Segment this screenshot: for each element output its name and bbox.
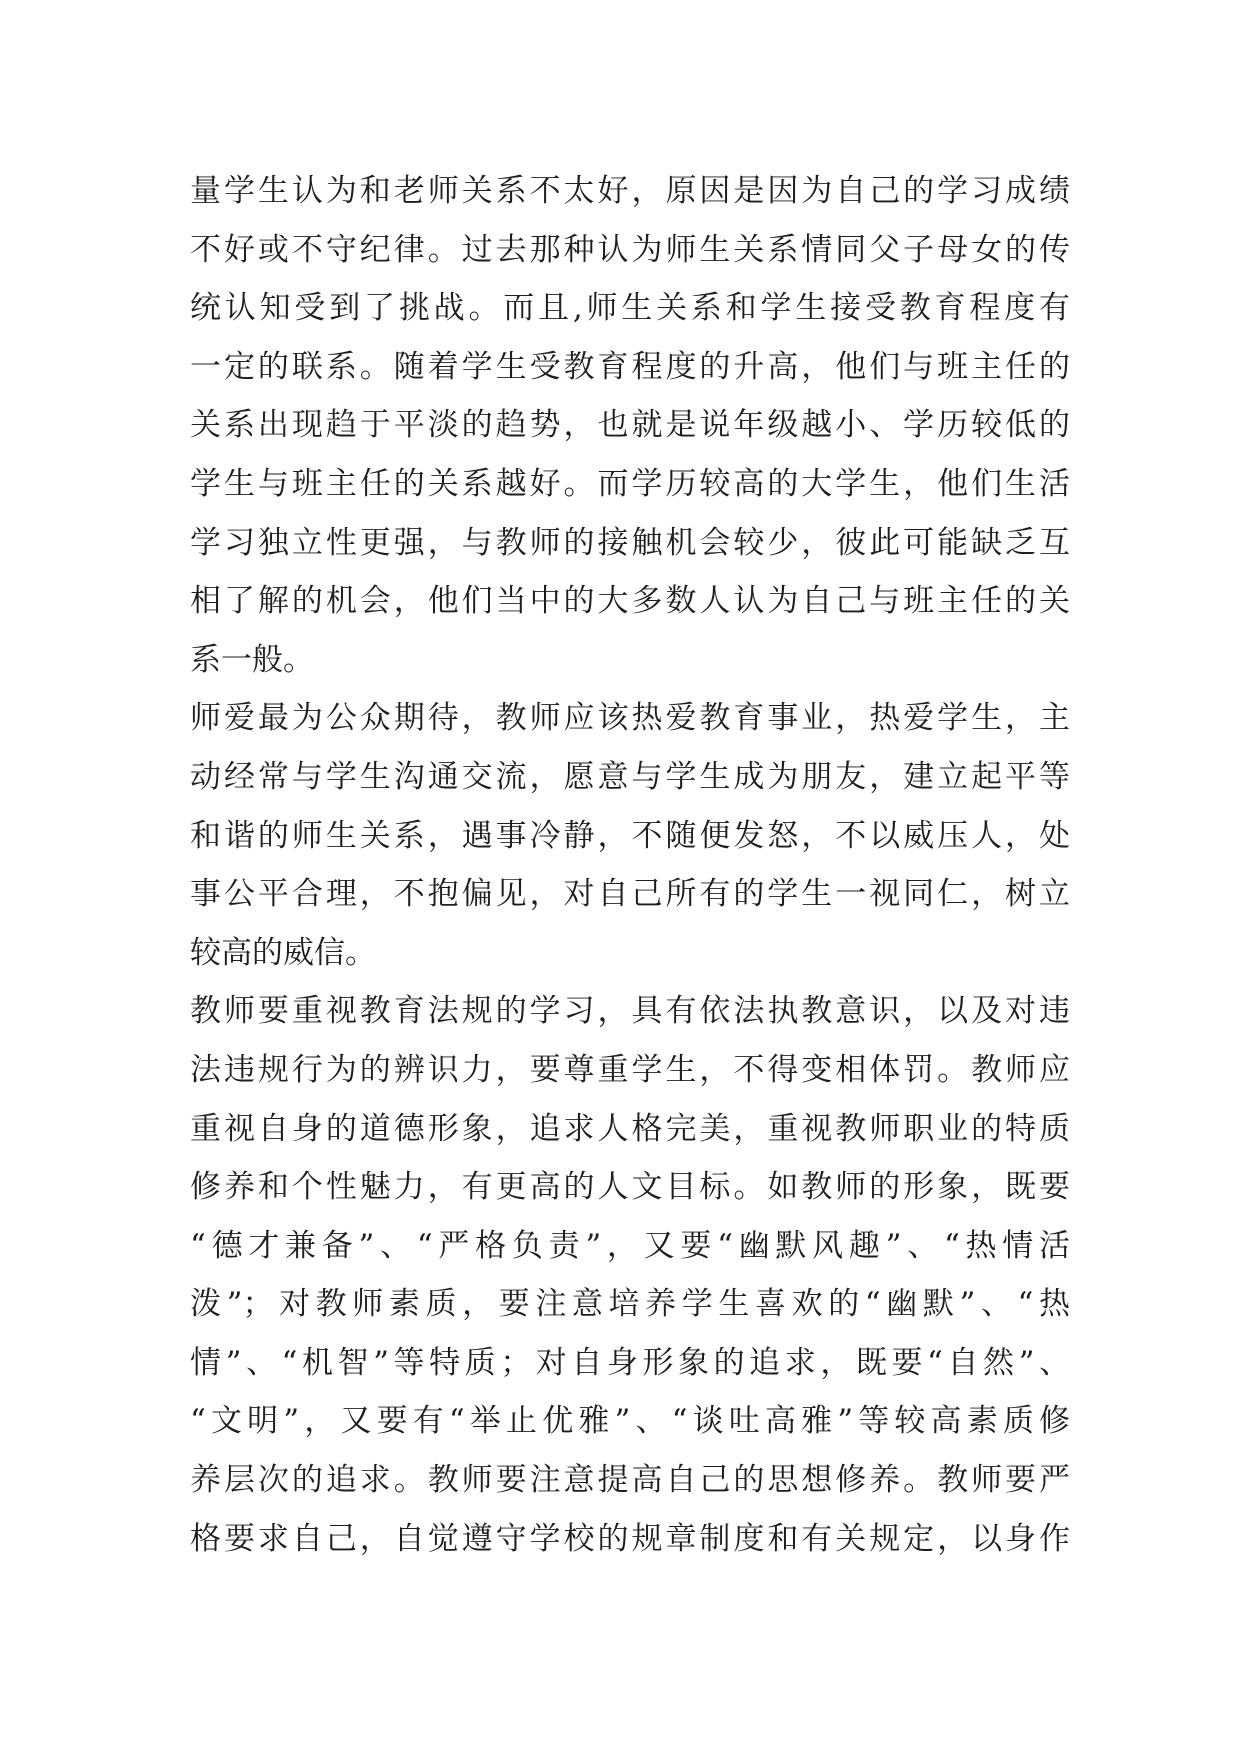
text-line: 较高的威信。 bbox=[190, 934, 376, 971]
text-line: 法违规行为的辨识力，要尊重学生，不得变相体罚。教师应 bbox=[190, 1051, 1070, 1088]
text-line: 学习独立性更强，与教师的接触机会较少，彼此可能缺乏互 bbox=[190, 524, 1070, 561]
text-line: 修养和个性魅力，有更高的人文目标。如教师的形象，既要 bbox=[190, 1169, 1070, 1206]
paragraph-2 bbox=[190, 689, 1070, 982]
text-line: 和谐的师生关系，遇事冷静，不随便发怒，不以威压人，处 bbox=[190, 817, 1070, 854]
text-line: “文明”，又要有“举止优雅”、“谈吐高雅”等较高素质修 bbox=[190, 1403, 1070, 1440]
text-line: 养层次的追求。教师要注意提高自己的思想修养。教师要严 bbox=[190, 1462, 1070, 1499]
text-line: 不好或不守纪律。过去那种认为师生关系情同父子母女的传 bbox=[190, 231, 1070, 268]
text-line: 关系出现趋于平淡的趋势，也就是说年级越小、学历较低的 bbox=[190, 407, 1070, 444]
text-line: 系一般。 bbox=[190, 641, 314, 678]
text-line: 师爱最为公众期待，教师应该热爱教育事业，热爱学生，主 bbox=[190, 700, 1070, 737]
text-line: 动经常与学生沟通交流，愿意与学生成为朋友，建立起平等 bbox=[190, 758, 1070, 795]
text-line: 一定的联系。随着学生受教育程度的升高，他们与班主任的 bbox=[190, 348, 1070, 385]
text-line: 学生与班主任的关系越好。而学历较高的大学生，他们生活 bbox=[190, 465, 1070, 502]
text-line: “德才兼备”、“严格负责”，又要“幽默风趣”、“热情活 bbox=[190, 1227, 1070, 1264]
text-line: 泼”；对教师素质，要注意培养学生喜欢的“幽默”、“热 bbox=[190, 1286, 1070, 1323]
text-line: 事公平合理，不抱偏见，对自己所有的学生一视同仁，树立 bbox=[190, 876, 1070, 913]
text-line: 量学生认为和老师关系不太好，原因是因为自己的学习成绩 bbox=[190, 173, 1070, 209]
paragraph-1 bbox=[190, 162, 1070, 689]
text-line: 相了解的机会，他们当中的大多数人认为自己与班主任的关 bbox=[190, 583, 1070, 620]
paragraph-3 bbox=[190, 982, 1070, 1568]
text-line: 情”、“机智”等特质；对自身形象的追求，既要“自然”、 bbox=[190, 1344, 1070, 1381]
text-line: 教师要重视教育法规的学习，具有依法执教意识，以及对违 bbox=[190, 993, 1070, 1030]
document-body bbox=[190, 162, 1070, 1568]
text-line: 统认知受到了挑战。而且,师生关系和学生接受教育程度有 bbox=[190, 290, 1070, 327]
text-line: 重视自身的道德形象，追求人格完美，重视教师职业的特质 bbox=[190, 1110, 1070, 1147]
text-line: 格要求自己，自觉遵守学校的规章制度和有关规定，以身作 bbox=[190, 1520, 1070, 1557]
